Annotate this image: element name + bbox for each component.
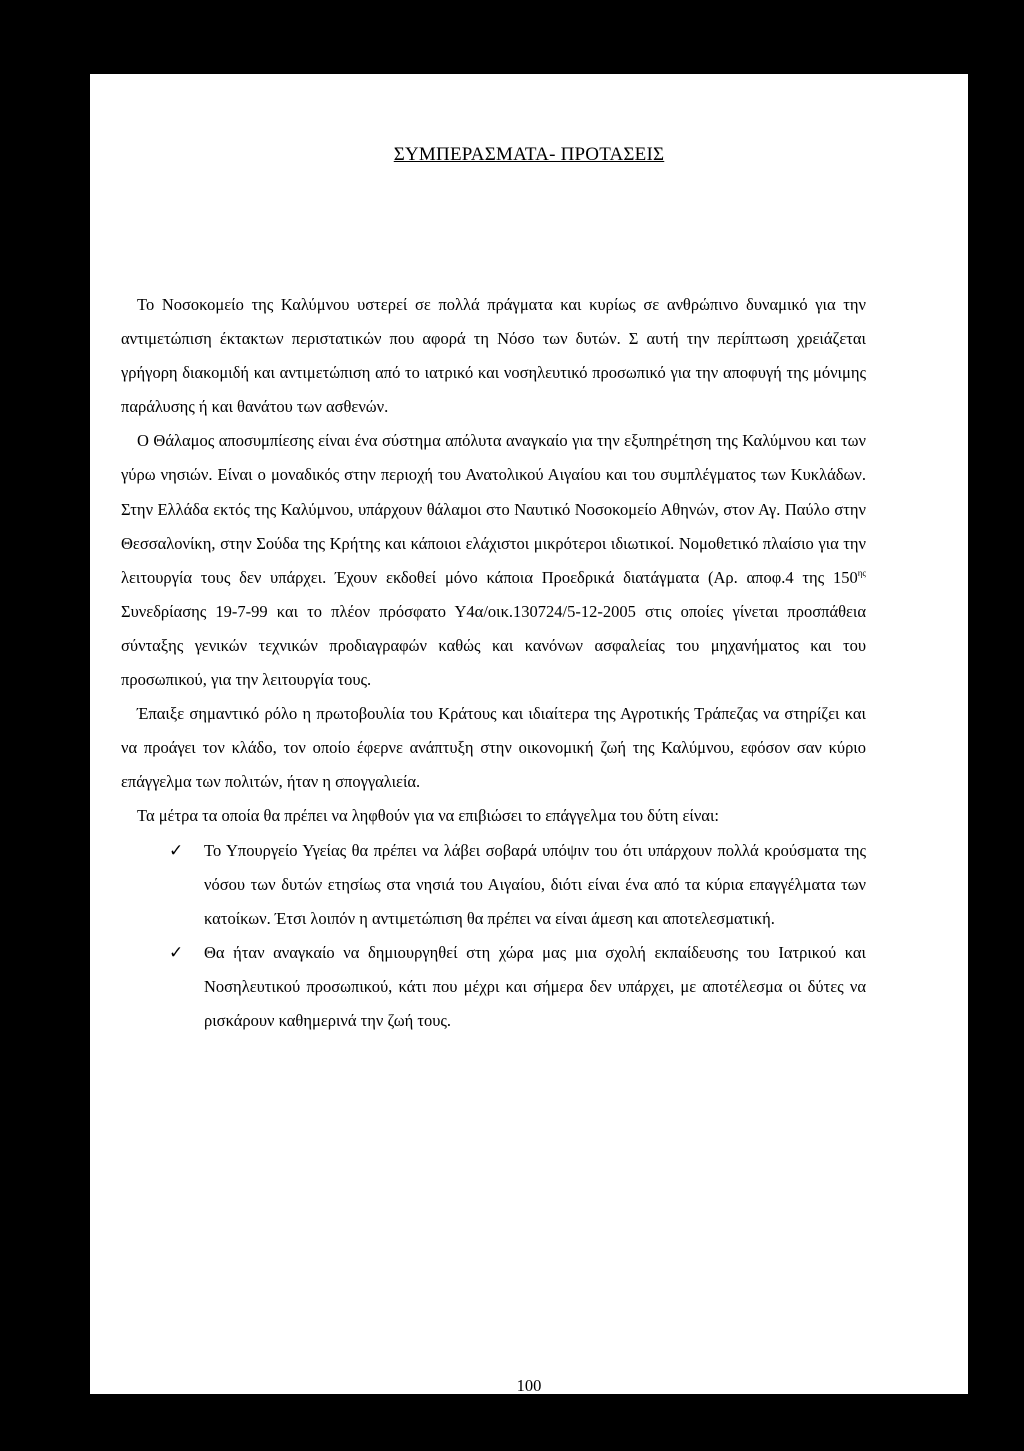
- check-icon: ✓: [169, 840, 184, 861]
- document-page: [90, 74, 968, 1394]
- document-body: [121, 288, 866, 1038]
- paragraph-bank: Έπαιξε σημαντικό ρόλο η πρωτοβουλία του Κράτους και ιδιαίτερα της Αγροτικής Τράπεζας να στηρίζει και να προάγει τον κλάδο, τον οποίο έφερνε ανάπτυξη στην οικονομική ζωή της Καλύμνου, εφόσον σαν κύριο επάγγελμα των πολιτών, ήταν η σπογγαλιεία.: [121, 704, 866, 792]
- paragraph-chamber: [121, 424, 866, 697]
- paragraph-hospital: Το Νοσοκομείο της Καλύμνου υστερεί σε πολλά πράγματα και κυρίως σε ανθρώπινο δυναμικό για την αντιμετώπιση έκτακτων περιστατικών που αφορά τη Νόσο των δυτών. Σ αυτή την περίπτωση χρειάζεται γρήγορη διακομιδή και αντιμετώπιση από το ιατρικό και νοσηλευτικό προσωπικό για την αποφυγή της μόνιμης παράλυσης ή και θανάτου των ασθενών.: [121, 295, 866, 417]
- list-item: [121, 834, 866, 936]
- paragraph-measures-intro: Τα μέτρα τα οποία θα πρέπει να ληφθούν για να επιβιώσει το επάγγελμα του δύτη είναι:: [137, 806, 719, 826]
- paragraph-chamber-tail: Συνεδρίασης 19-7-99 και το πλέον πρόσφατο Υ4α/οικ.130724/5-12-2005 στις οποίες γίνεται προσπάθεια σύνταξης γενικών τεχνικών προδιαγραφών καθώς και κανόνων ασφαλείας του μηχανήματος και του προσωπικού, για την λειτουργία τους.: [121, 601, 866, 690]
- list-item: [121, 936, 866, 1038]
- measure-text: Θα ήταν αναγκαίο να δημιουργηθεί στη χώρα μας μια σχολή εκπαίδευσης του Ιατρικού και Νοσηλευτικού προσωπικού, κάτι που μέχρι και σήμερα δεν υπάρχει, με αποτέλεσμα οι δύτες να ρισκάρουν καθημερινά την ζωή τους.: [204, 942, 866, 1030]
- measure-text: Το Υπουργείο Υγείας θα πρέπει να λάβει σοβαρά υπόψιν του ότι υπάρχουν πολλά κρούσματα της νόσου των δυτών ετησίως στα νησιά του Αιγαίου, διότι είναι ένα από τα κύρια επαγγέλματα των κατοίκων. Έτσι λοιπόν η αντιμετώπιση θα πρέπει να είναι άμεση και αποτελεσματική.: [204, 840, 866, 928]
- document-title: ΣΥΜΠΕΡΑΣΜΑΤΑ- ΠΡΟΤΑΣΕΙΣ: [393, 144, 665, 165]
- page-number: 100: [516, 1376, 542, 1395]
- session-ordinal-suffix: ης: [857, 567, 866, 578]
- measures-list: [121, 834, 866, 1039]
- check-icon: ✓: [169, 942, 184, 963]
- paragraph-chamber-text: Ο Θάλαμος αποσυμπίεσης είναι ένα σύστημα απόλυτα αναγκαίο για την εξυπηρέτηση της Καλύμνου και των γύρω νησιών. Είναι ο μοναδικός στην περιοχή του Ανατολικού Αιγαίου και του συμπλέγματος των Κυκλάδων. Στην Ελλάδα εκτός της Καλύμνου, υπάρχουν θάλαμοι στο Ναυτικό Νοσοκομείο Αθηνών, στον Αγ. Παύλο στην Θεσσαλονίκη, στην Σούδα της Κρήτης και κάποιοι ελάχιστοι μικρότεροι ιδιωτικοί. Νομοθετικό πλαίσιο για την λειτουργία τους δεν υπάρχει. Έχουν εκδοθεί μόνο κάποια Προεδρικά διατάγματα (Αρ. αποφ.4 της 150: [121, 431, 866, 587]
